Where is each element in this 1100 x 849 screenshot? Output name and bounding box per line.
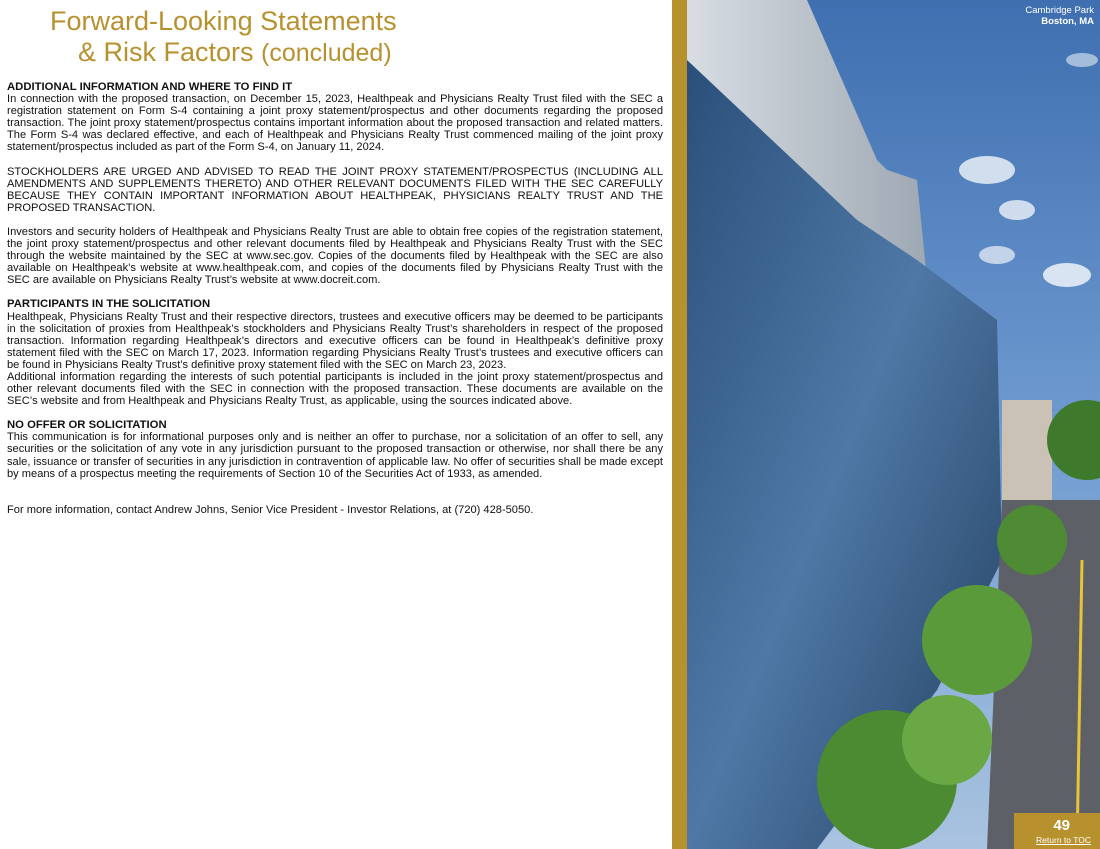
title-line-2-suffix: (concluded) — [261, 39, 392, 67]
additional-info-paragraph-3: Investors and security holders of Healthpeak and Physicians Realty Trust are able to obtain free copies of the registration statement, the joint proxy statement/prospectus and other relevant documents filed by Healthpeak and Physicians Realty Trust with the SEC through the website maintained by the SEC at www.sec.gov. Copies of the documents filed by Healthpeak with the SEC are also available on Healthpeak’s website at www.healthpeak.com, and copies of the documents filed by Physicians Realty Trust with the SEC are available on Physicians Realty Trust’s website at www.docreit.com. — [7, 225, 663, 287]
tree — [997, 505, 1067, 575]
no-offer-paragraph: This communication is for informational purposes only and is neither an offer to purchase, nor a solicitation of an offer to sell, any securities or the solicitation of any vote in any jurisdiction pursuant to the proposed transaction or otherwise, nor shall there be any sale, issuance or transfer of securities in any jurisdiction in contravention of applicable law. No offer of securities shall be made except by means of a prospectus meeting the requirements of Section 10 of the Securities Act of 1933, as amended. — [7, 431, 663, 480]
section-heading-additional-info: ADDITIONAL INFORMATION AND WHERE TO FIND IT — [7, 81, 293, 93]
title-line-2 — [50, 37, 397, 69]
cloud — [999, 200, 1035, 220]
photo-caption-place: Cambridge Park — [1025, 5, 1094, 16]
cloud — [1066, 53, 1098, 67]
photo-caption — [1025, 5, 1094, 27]
section-heading-no-offer: NO OFFER OR SOLICITATION — [7, 419, 167, 432]
tree — [902, 695, 992, 785]
gold-divider-band — [672, 0, 687, 849]
section-heading-participants: PARTICIPANTS IN THE SOLICITATION — [7, 298, 211, 311]
page-footer-box — [1014, 813, 1100, 849]
participants-paragraph-2: Additional information regarding the interests of such potential participants is included in the joint proxy statement/prospectus and other relevant documents filed with the SEC in connection with the proposed transaction. These documents are available on the SEC’s website and from Healthpeak and Physicians Realty Trust, as applicable, using the sources indicated above. — [7, 370, 663, 408]
building-illustration — [687, 0, 1100, 849]
participants-paragraph-1: Healthpeak, Physicians Realty Trust and their respective directors, trustees and executive officers may be deemed to be participants in the solicitation of proxies from Healthpeak’s stockholders and Physicians Realty Trust’s shareholders in respect of the proposed transaction. Information regarding Healthpeak’s directors and executive officers can be found in Healthpeak’s definitive proxy statement filed with the SEC on March 17, 2023. Information regarding Physicians Realty Trust’s trustees and executive officers can be found in Physicians Realty Trust’s definitive proxy statement filed with the SEC on March 23, 2023. — [7, 310, 663, 371]
photo-caption-city: Boston, MA — [1041, 16, 1094, 27]
title-line-2-main: & Risk Factors — [78, 37, 262, 67]
contact-line: For more information, contact Andrew Johns, Senior Vice President - Investor Relations, at (720) 428-5050. — [7, 503, 534, 516]
title-line-1: Forward-Looking Statements — [50, 6, 397, 36]
cloud — [979, 246, 1015, 264]
parking-structure — [1002, 400, 1052, 500]
cloud — [959, 156, 1015, 184]
page-number: 49 — [1053, 817, 1070, 834]
page-title — [50, 6, 397, 69]
return-to-toc-link[interactable]: Return to TOC — [1036, 835, 1091, 845]
building-photo — [687, 0, 1100, 849]
additional-info-paragraph-2: STOCKHOLDERS ARE URGED AND ADVISED TO READ THE JOINT PROXY STATEMENT/PROSPECTUS (INCLUDING ALL AMENDMENTS AND SUPPLEMENTS THERETO) AND OTHER RELEVANT DOCUMENTS FILED WITH THE SEC CAREFULLY BECAUSE THEY CONTAIN IMPORTANT INFORMATION ABOUT HEALTHPEAK, PHYSICIANS REALTY TRUST AND THE PROPOSED TRANSACTION. — [7, 165, 663, 214]
cloud — [1043, 263, 1091, 287]
additional-info-paragraph-1: In connection with the proposed transaction, on December 15, 2023, Healthpeak and Physicians Realty Trust filed with the SEC a registration statement on Form S-4 containing a joint proxy statement/prospectus and other documents regarding the proposed transaction. The joint proxy statement/prospectus contains important information about the proposed transaction and related matters. The Form S-4 was declared effective, and each of Healthpeak and Physicians Realty Trust commenced mailing of the joint proxy statement/prospectus included as part of the Form S-4, on January 11, 2024. — [7, 93, 663, 154]
tree — [922, 585, 1032, 695]
disclosure-body — [7, 81, 663, 516]
